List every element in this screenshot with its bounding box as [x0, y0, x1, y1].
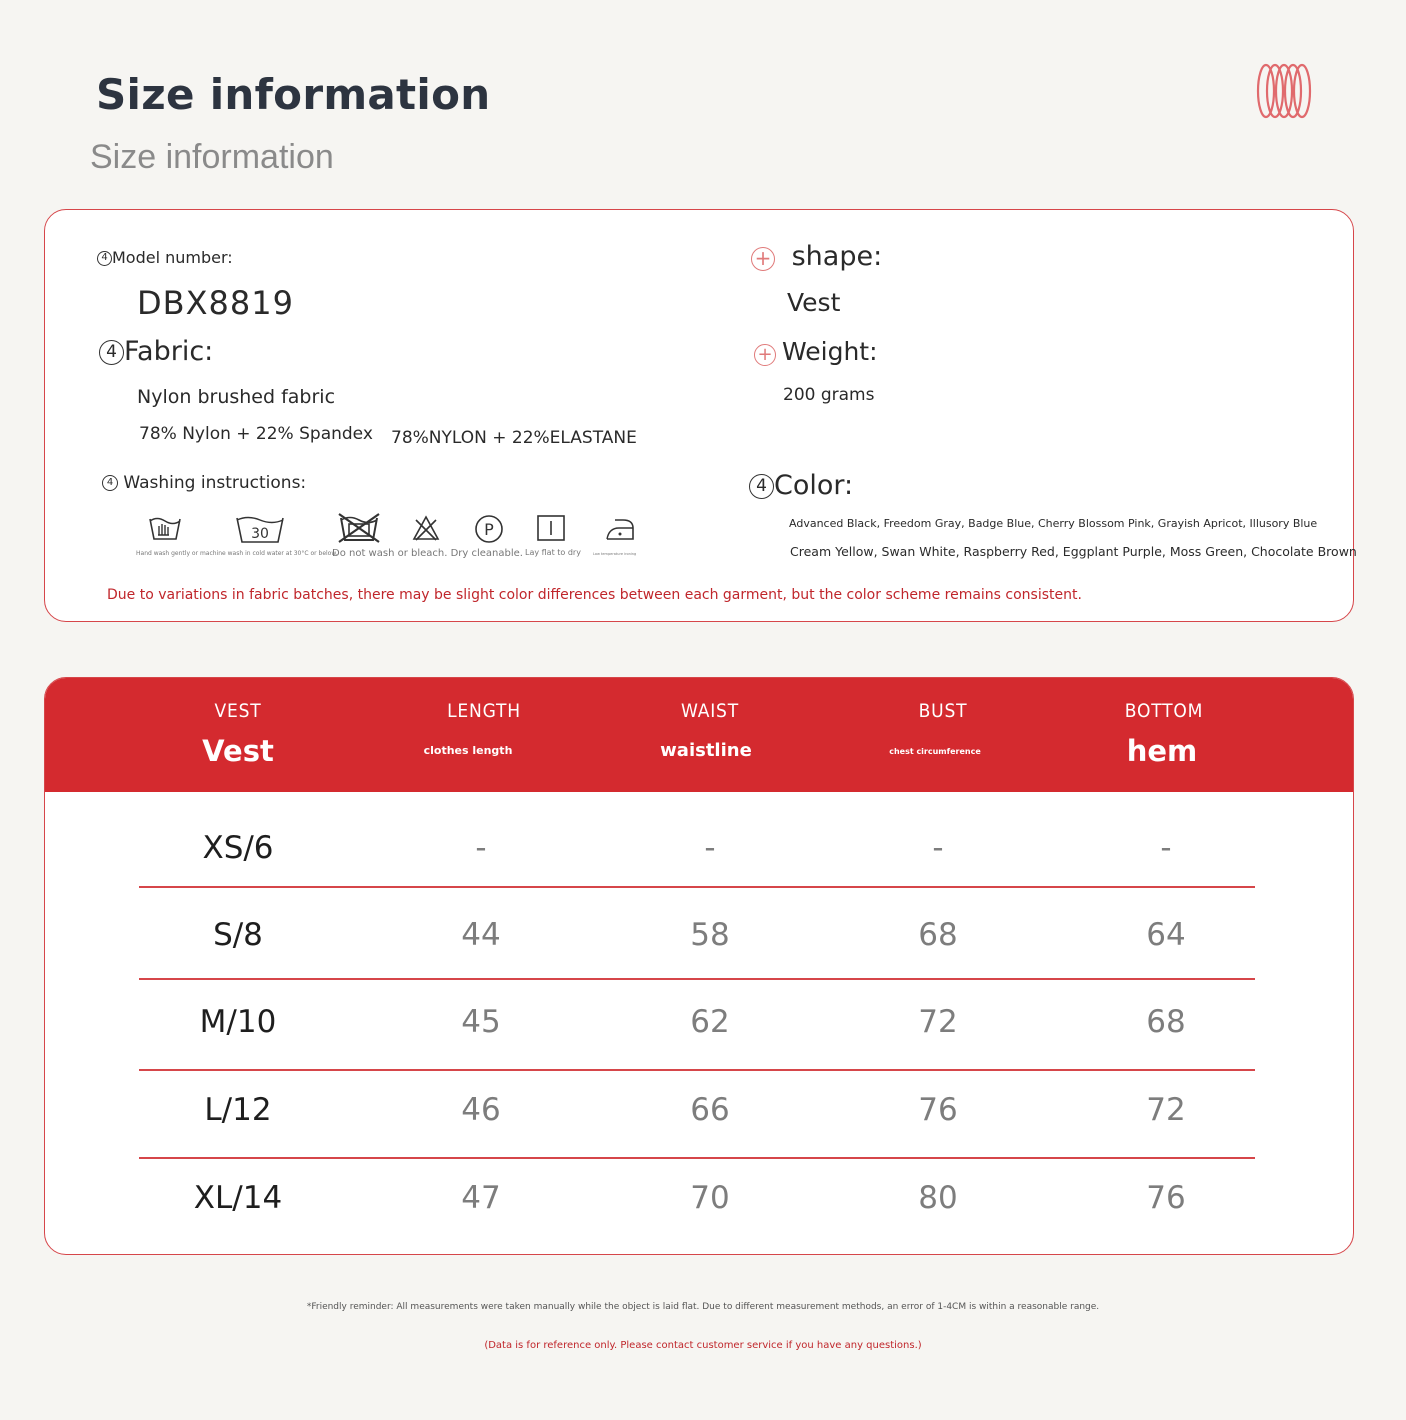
waist-value: 62 [690, 1004, 730, 1040]
color-label: Color: [774, 470, 854, 501]
model-number-label: Model number: [112, 248, 233, 267]
do-not-bleach-icon [411, 514, 441, 542]
length-value: 44 [461, 917, 501, 953]
waist-value: 70 [690, 1180, 730, 1216]
do-not-wash-icon [337, 512, 381, 544]
lay-flat-caption: Lay flat to dry [525, 548, 581, 557]
bottom-value: 72 [1146, 1092, 1186, 1128]
bottom-value: 76 [1146, 1180, 1186, 1216]
dry-clean-icon [473, 513, 505, 545]
color-label-group [749, 470, 853, 501]
washing-label: Washing instructions: [123, 473, 307, 493]
bust-value: 72 [918, 1004, 958, 1040]
length-value: 46 [461, 1092, 501, 1128]
model-number-label-group [97, 248, 233, 267]
marker-badge: 4 [102, 475, 118, 491]
row-divider [139, 978, 1255, 980]
marker-badge: 4 [99, 340, 124, 365]
length-value: 45 [461, 1004, 501, 1040]
color-notice: Due to variations in fabric batches, there may be slight color differences between each garment, but the color scheme remains consistent. [107, 587, 1082, 603]
page-subtitle: Size information [90, 138, 334, 176]
row-divider [139, 1069, 1255, 1071]
plus-circle-icon: + [751, 247, 775, 271]
lay-flat-dry-icon [536, 514, 566, 542]
bust-value: - [932, 830, 944, 866]
fabric-composition-caps: 78%NYLON + 22%ELASTANE [391, 428, 637, 448]
size-label: M/10 [199, 1004, 277, 1040]
row-divider [139, 1157, 1255, 1159]
bottom-value: 64 [1146, 917, 1186, 953]
length-value: 47 [461, 1180, 501, 1216]
no-wash-caption: Do not wash or bleach. Dry cleanable. [332, 548, 523, 559]
fabric-label-group [99, 336, 213, 367]
column-header-en: VEST [214, 700, 262, 722]
machine-wash-30-icon [235, 512, 285, 544]
column-header-en: BOTTOM [1124, 700, 1204, 722]
hand-wash-icon [148, 513, 182, 543]
column-header-sub: clothes length [423, 744, 513, 757]
size-table [44, 677, 1354, 1255]
size-label: L/12 [204, 1092, 272, 1128]
marker-badge: 4 [749, 474, 774, 499]
weight-label-group [754, 337, 878, 366]
ring-coil-icon [1254, 62, 1314, 120]
column-header-sub: hem [1126, 734, 1198, 768]
measurement-reminder: *Friendly reminder: All measurements were taken manually while the object is laid flat. Due to different measurement methods, an error of 1-4CM is within a reasonable range. [306, 1302, 1100, 1312]
low-iron-icon [603, 514, 635, 542]
product-info-card [44, 209, 1357, 622]
bust-value: 68 [918, 917, 958, 953]
column-header-en: LENGTH [447, 700, 521, 722]
weight-label: Weight: [782, 337, 878, 366]
shape-label: shape: [791, 241, 883, 272]
plus-circle-icon: + [754, 344, 776, 366]
bottom-value: 68 [1146, 1004, 1186, 1040]
bottom-value: - [1160, 830, 1172, 866]
row-divider [139, 886, 1255, 888]
fabric-label: Fabric: [124, 336, 214, 367]
column-header-sub: Vest [202, 734, 274, 768]
column-header-sub: chest circumference [889, 747, 981, 756]
hand-wash-caption: Hand wash gently or machine wash in cold water at 30°C or below. [136, 550, 338, 557]
fabric-composition: 78% Nylon + 22% Spandex [139, 424, 373, 444]
waist-value: - [704, 830, 716, 866]
washing-label-group [102, 473, 306, 493]
waist-value: 66 [690, 1092, 730, 1128]
reference-note: (Data is for reference only. Please contact customer service if you have any questions.) [484, 1340, 922, 1351]
size-label: XS/6 [202, 830, 274, 866]
shape-value: Vest [787, 288, 841, 317]
column-header-en: WAIST [681, 700, 739, 722]
dry-clean-letter: P [484, 520, 494, 539]
size-label: XL/14 [193, 1180, 283, 1216]
marker-badge: 4 [97, 251, 112, 266]
wash-temp: 30 [251, 526, 269, 542]
page-title: Size information [96, 70, 491, 119]
column-header-en: BUST [918, 700, 968, 722]
model-number-value: DBX8819 [137, 284, 294, 322]
column-header-sub: waistline [660, 740, 752, 761]
size-table-header [45, 678, 1353, 792]
low-iron-caption: Low temperature ironing [593, 552, 637, 556]
size-label: S/8 [213, 917, 263, 953]
fabric-value: Nylon brushed fabric [137, 386, 336, 408]
shape-label-group [751, 241, 882, 272]
color-list-line-1: Advanced Black, Freedom Gray, Badge Blue, Cherry Blossom Pink, Grayish Apricot, Illusory Blue [789, 517, 1318, 530]
weight-value: 200 grams [783, 385, 875, 405]
length-value: - [475, 830, 487, 866]
bust-value: 76 [918, 1092, 958, 1128]
bust-value: 80 [918, 1180, 958, 1216]
color-list-line-2: Cream Yellow, Swan White, Raspberry Red, Eggplant Purple, Moss Green, Chocolate Brown [790, 544, 1357, 559]
waist-value: 58 [690, 917, 730, 953]
